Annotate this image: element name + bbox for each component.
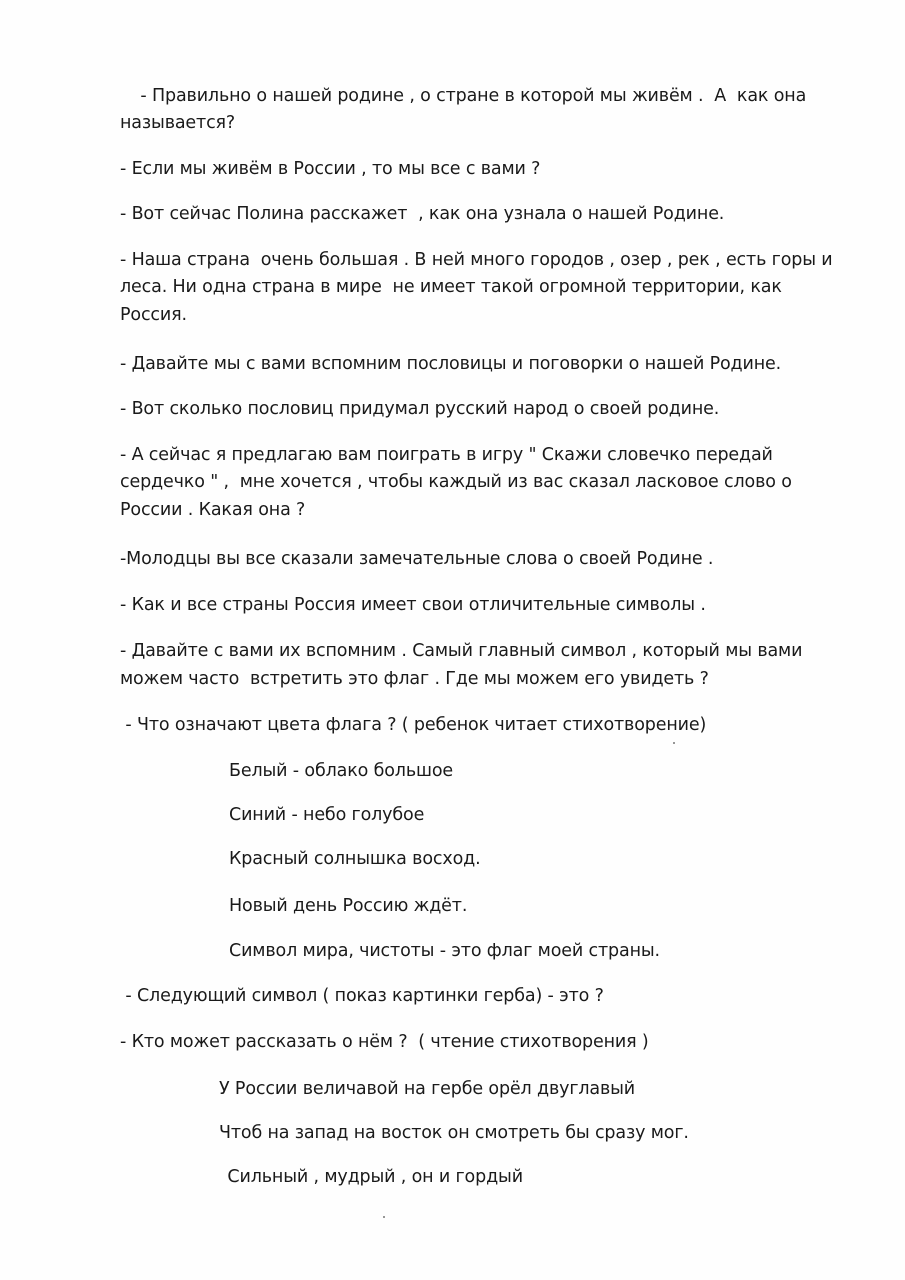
- paragraph-line: России . Какая она ?: [120, 500, 306, 520]
- paragraph-line: - Вот сколько пословиц придумал русский народ о своей родине.: [120, 399, 720, 419]
- paragraph-line: - Что означают цвета флага ? ( ребенок читает стихотворение): [120, 715, 707, 735]
- paragraph-line: - Следующий символ ( показ картинки герба) - это ?: [120, 986, 604, 1006]
- scan-speck: [383, 1216, 385, 1218]
- verse-line: Белый - облако большое: [229, 761, 454, 781]
- paragraph-line: леса. Ни одна страна в мире не имеет такой огромной территории, как: [120, 277, 782, 297]
- paragraph-line: - Наша страна очень большая . В ней много городов , озер , рек , есть горы и: [120, 250, 833, 270]
- paragraph-line: - А сейчас я предлагаю вам поиграть в игру " Скажи словечко передай: [120, 445, 773, 465]
- verse-line: Красный солнышка восход.: [229, 849, 481, 869]
- paragraph-line: Россия.: [120, 305, 187, 325]
- verse-line: Синий - небо голубое: [229, 805, 425, 825]
- paragraph-line: сердечко " , мне хочется , чтобы каждый из вас сказал ласковое слово о: [120, 472, 792, 492]
- paragraph-line: - Давайте мы с вами вспомним пословицы и поговорки о нашей Родине.: [120, 354, 782, 374]
- verse-line: Новый день Россию ждёт.: [229, 896, 468, 916]
- verse-line: Сильный , мудрый , он и гордый: [222, 1167, 523, 1187]
- paragraph-line: - Кто может рассказать о нём ? ( чтение стихотворения ): [120, 1032, 649, 1052]
- paragraph-line: - Вот сейчас Полина расскажет , как она узнала о нашей Родине.: [120, 204, 725, 224]
- paragraph-line: - Как и все страны Россия имеет свои отличительные символы .: [120, 595, 706, 615]
- verse-line: Символ мира, чистоты - это флаг моей страны.: [229, 941, 660, 961]
- paragraph-line: - Правильно о нашей родине , о стране в которой мы живём . А как она: [135, 86, 807, 106]
- paragraph-line: можем часто встретить это флаг . Где мы можем его увидеть ?: [120, 669, 709, 689]
- paragraph-line: - Давайте с вами их вспомним . Самый главный символ , который мы вами: [120, 641, 803, 661]
- verse-line: У России величавой на гербе орёл двуглавый: [219, 1079, 636, 1099]
- scan-speck: [673, 742, 675, 744]
- paragraph-line: - Если мы живём в России , то мы все с вами ?: [120, 159, 541, 179]
- verse-line: Чтоб на запад на восток он смотреть бы сразу мог.: [219, 1123, 689, 1143]
- paragraph-line: -Молодцы вы все сказали замечательные слова о своей Родине .: [120, 549, 714, 569]
- paragraph-line: называется?: [120, 113, 236, 133]
